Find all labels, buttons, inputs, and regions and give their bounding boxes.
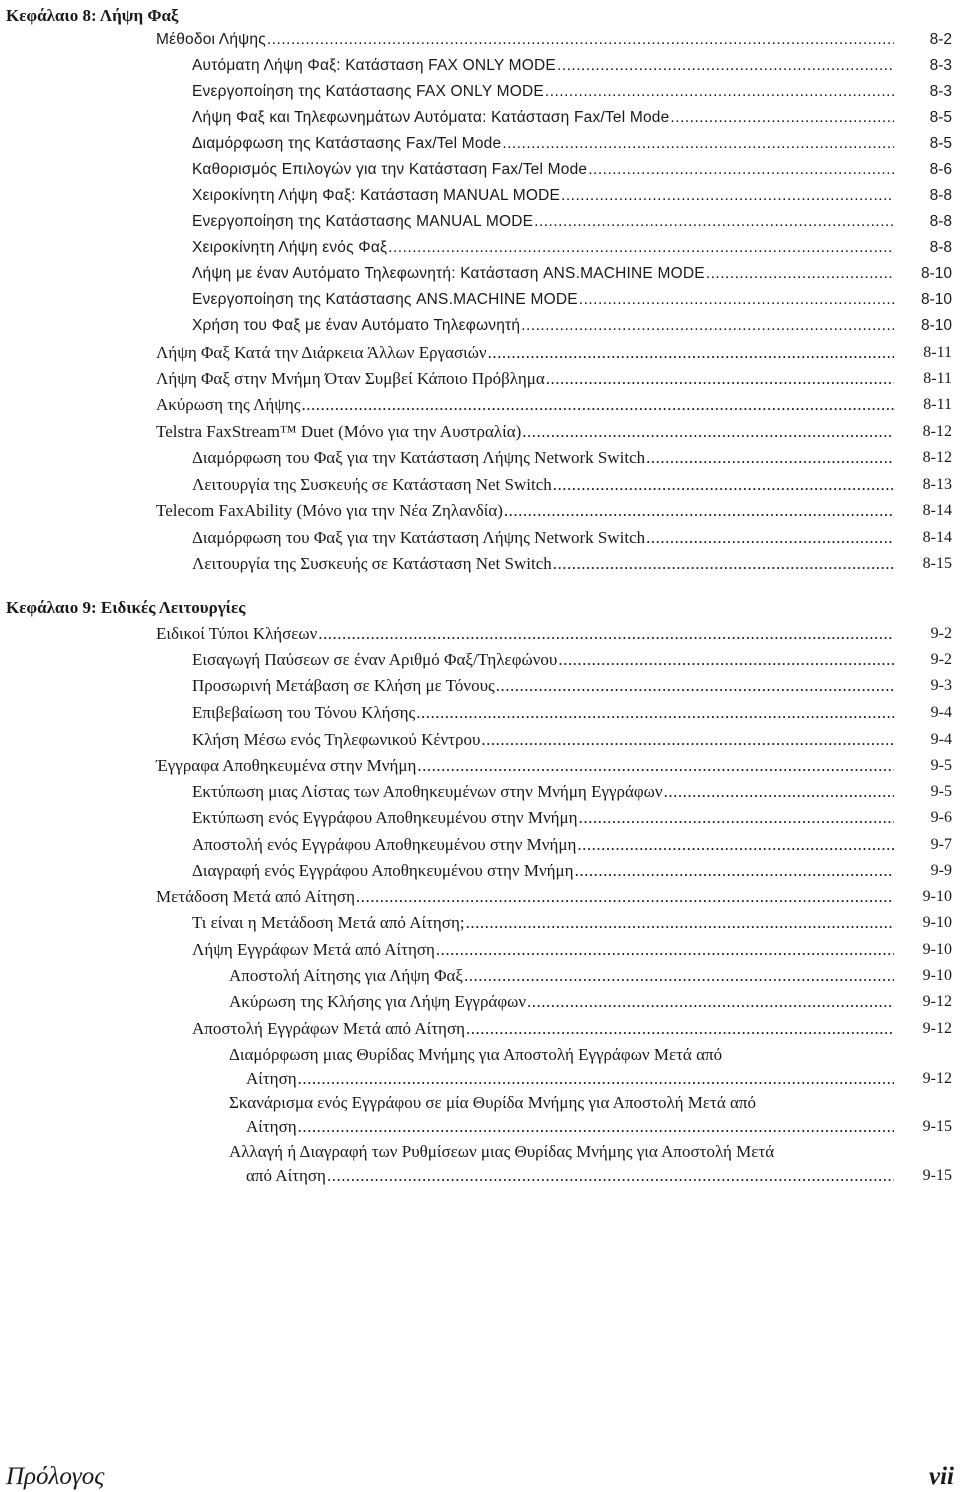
dot-leader <box>417 753 894 779</box>
toc-entry-title: Ενεργοποίηση της Κατάστασης FAX ONLY MODE <box>192 83 544 100</box>
toc-entry-title: Επιβεβαίωση του Τόνου Κλήσης <box>192 703 416 722</box>
toc-entry-title: Διαμόρφωση του Φαξ για την Κατάσταση Λήψης Network Switch <box>192 448 646 467</box>
chapter-8-entry <box>192 183 894 209</box>
toc-page-number: 8-10 <box>920 317 952 334</box>
toc-entry-title: Μετάδοση Μετά από Αίτηση <box>156 887 355 906</box>
dot-leader <box>646 525 894 551</box>
dot-leader <box>577 832 894 858</box>
chapter-9-entry <box>246 1066 894 1092</box>
chapter-9-entry <box>156 621 894 647</box>
toc-page-number: 9-10 <box>922 888 952 905</box>
toc-entry-title: Λήψη Φαξ και Τηλεφωνημάτων Αυτόματα: Κατάσταση Fax/Tel Mode <box>192 109 670 126</box>
dot-leader <box>553 551 894 577</box>
chapter-8-entry <box>156 419 894 445</box>
chapter-9-entry <box>192 1016 894 1042</box>
toc-entry-title: Αποστολή Αίτησης για Λήψη Φαξ <box>229 966 463 985</box>
dot-leader <box>579 805 894 831</box>
toc-entry-title: Λειτουργία της Συσκευής σε Κατάσταση Net Switch <box>192 554 552 573</box>
dot-leader <box>301 392 894 418</box>
toc-page-number: 9-10 <box>922 914 952 931</box>
toc-page-number: 9-4 <box>930 731 952 748</box>
toc-page-number: 9-12 <box>922 1070 952 1087</box>
dot-leader <box>546 366 894 392</box>
toc-page-number: 8-11 <box>923 396 952 413</box>
chapter-8-entry <box>192 209 894 235</box>
toc-entry-title: Χειροκίνητη Λήψη ενός Φαξ <box>192 239 388 256</box>
dot-leader <box>388 235 894 261</box>
toc-page-number: 8-10 <box>920 291 952 308</box>
dot-leader <box>504 498 894 524</box>
chapter-9-entry <box>192 727 894 753</box>
toc-entry-title-continued: Αίτηση <box>246 1117 297 1136</box>
toc-entry-title: Ακύρωση της Λήψης <box>156 395 301 414</box>
toc-page-number: 9-10 <box>922 967 952 984</box>
dot-leader <box>436 937 894 963</box>
toc-entry-title: Ενεργοποίηση της Κατάστασης ANS.MACHINE MODE <box>192 291 578 308</box>
toc-page-number: 8-14 <box>922 529 952 546</box>
dot-leader <box>561 183 894 209</box>
chapter-9-entry <box>192 647 894 673</box>
dot-leader <box>466 910 894 936</box>
toc-entry-title: Έγγραφα Αποθηκευμένα στην Μνήμη <box>156 756 417 775</box>
dot-leader <box>553 472 894 498</box>
toc-entry-title-continued: από Αίτηση <box>246 1166 326 1185</box>
dot-leader <box>464 963 894 989</box>
dot-leader <box>557 53 894 79</box>
dot-leader <box>646 445 894 471</box>
toc-entry-title: Κλήση Μέσω ενός Τηλεφωνικού Κέντρου <box>192 730 481 749</box>
toc-page-number: 9-15 <box>922 1167 952 1184</box>
toc-page-number: 8-10 <box>920 265 952 282</box>
toc-entry-title: Εκτύπωση ενός Εγγράφου Αποθηκευμένου στην Μνήμη <box>192 808 578 827</box>
toc-entry-title: Προσωρινή Μετάβαση σε Κλήση με Τόνους <box>192 676 495 695</box>
toc-page-number: 9-4 <box>930 704 952 721</box>
footer-page-number: vii <box>929 1463 954 1490</box>
dot-leader <box>558 647 894 673</box>
toc-entry-title-continued: Αίτηση <box>246 1069 297 1088</box>
toc-entry-title: Telecom FaxAbility (Μόνο για την Νέα Ζηλανδία) <box>156 501 503 520</box>
toc-page-number: 9-6 <box>930 809 952 826</box>
chapter-8-entry <box>192 261 894 287</box>
toc-page-number: 9-12 <box>922 1020 952 1037</box>
toc-page-number: 8-2 <box>929 31 952 48</box>
toc-entry-title: Λήψη με έναν Αυτόματο Τηλεφωνητή: Κατάσταση ANS.MACHINE MODE <box>192 265 705 282</box>
toc-entry-title: Ενεργοποίηση της Κατάστασης MANUAL MODE <box>192 213 534 230</box>
chapter-9-entry <box>192 673 894 699</box>
toc-entry-title: Αυτόματη Λήψη Φαξ: Κατάσταση FAX ONLY MODE <box>192 57 556 74</box>
toc-entry-title: Διαμόρφωση της Κατάστασης Fax/Tel Mode <box>192 135 502 152</box>
chapter-8-entry <box>192 551 894 577</box>
chapter-9-entry <box>192 910 894 936</box>
dot-leader <box>527 989 894 1015</box>
chapter-9-entry <box>229 989 894 1015</box>
chapter-9-entry <box>192 937 894 963</box>
dot-leader <box>664 779 894 805</box>
chapter-9-entry <box>229 963 894 989</box>
toc-page-number: 8-11 <box>923 370 952 387</box>
chapter-8-entry <box>156 498 894 524</box>
toc-page-number: 8-3 <box>929 83 952 100</box>
chapter-9-entry <box>192 858 894 884</box>
dot-leader <box>579 287 894 313</box>
toc-page-number: 9-15 <box>922 1118 952 1135</box>
toc-page-number: 9-9 <box>930 862 952 879</box>
dot-leader <box>706 261 894 287</box>
chapter-8-entry <box>192 472 894 498</box>
chapter-9-heading: Κεφάλαιο 9: Ειδικές Λειτουργίες <box>6 598 246 617</box>
chapter-8-entry <box>192 287 894 313</box>
toc-page-number: 8-14 <box>922 502 952 519</box>
toc-entry-title: Λήψη Φαξ Κατά την Διάρκεια Άλλων Εργασιών <box>156 343 487 362</box>
chapter-8-entry <box>192 157 894 183</box>
chapter-8-entry <box>192 53 894 79</box>
toc-entry-title: Χρήση του Φαξ με έναν Αυτόματο Τηλεφωνητή <box>192 317 521 334</box>
toc-page-number: 8-15 <box>922 555 952 572</box>
toc-page-number: 8-3 <box>929 57 952 74</box>
toc-page-number: 9-12 <box>922 993 952 1010</box>
chapter-8-heading: Κεφάλαιο 8: Λήψη Φαξ <box>6 6 179 25</box>
dot-leader <box>545 79 894 105</box>
toc-page-number: 9-5 <box>930 757 952 774</box>
toc-page-number: 8-5 <box>929 135 952 152</box>
toc-page-number: 8-5 <box>929 109 952 126</box>
chapter-8-entry <box>192 445 894 471</box>
chapter-9-entry <box>192 805 894 831</box>
toc-page-number: 8-11 <box>923 344 952 361</box>
chapter-8-entry <box>156 27 894 53</box>
toc-page-number: 8-8 <box>929 187 952 204</box>
dot-leader <box>502 131 894 157</box>
dot-leader <box>488 340 894 366</box>
chapter-8-entry <box>192 79 894 105</box>
toc-page-number: 9-2 <box>930 625 952 642</box>
chapter-8-entry <box>192 131 894 157</box>
toc-entry-title: Τι είναι η Μετάδοση Μετά από Αίτηση; <box>192 913 465 932</box>
dot-leader <box>466 1016 894 1042</box>
dot-leader <box>522 419 894 445</box>
chapter-8-entry <box>156 392 894 418</box>
chapter-9-entry <box>156 884 894 910</box>
chapter-8-entry <box>192 105 894 131</box>
dot-leader <box>327 1163 894 1189</box>
chapter-9-entry <box>192 832 894 858</box>
toc-page-number: 8-12 <box>922 449 952 466</box>
chapter-8-entry <box>156 340 894 366</box>
toc-page-number: 9-10 <box>922 941 952 958</box>
dot-leader <box>416 700 894 726</box>
dot-leader <box>298 1114 894 1140</box>
toc-entry-title: Καθορισμός Επιλογών για την Κατάσταση Fax/Tel Mode <box>192 161 588 178</box>
chapter-9-entry <box>246 1163 894 1189</box>
toc-entry-title: Εκτύπωση μιας Λίστας των Αποθηκευμένων στην Μνήμη Εγγράφων <box>192 782 663 801</box>
chapter-9-entry <box>192 700 894 726</box>
dot-leader <box>481 727 894 753</box>
dot-leader <box>534 209 894 235</box>
toc-entry-title: Telstra FaxStream™ Duet (Μόνο για την Αυστραλία) <box>156 422 522 441</box>
toc-page-number: 9-7 <box>930 836 952 853</box>
dot-leader <box>588 157 894 183</box>
chapter-8-entry <box>192 313 894 339</box>
toc-entry-title: Σκανάρισμα ενός Εγγράφου σε μία Θυρίδα Μνήμης για Αποστολή Μετά από <box>229 1093 757 1112</box>
chapter-9-entry <box>156 753 894 779</box>
toc-entry-title: Αλλαγή ή Διαγραφή των Ρυθμίσεων μιας Θυρίδας Μνήμης για Αποστολή Μετά <box>229 1142 775 1161</box>
toc-page-number: 8-13 <box>922 476 952 493</box>
chapter-8-entry <box>156 366 894 392</box>
footer-section-title: Πρόλογος <box>6 1463 105 1490</box>
toc-entry-title: Αποστολή ενός Εγγράφου Αποθηκευμένου στην Μνήμη <box>192 835 577 854</box>
dot-leader <box>521 313 894 339</box>
chapter-8-entry <box>192 235 894 261</box>
toc-entry-title: Διαγραφή ενός Εγγράφου Αποθηκευμένου στην Μνήμη <box>192 861 574 880</box>
chapter-9-entry <box>192 779 894 805</box>
toc-entry-title: Ειδικοί Τύποι Κλήσεων <box>156 624 318 643</box>
toc-entry-title: Λήψη Φαξ στην Μνήμη Όταν Συμβεί Κάποιο Πρόβλημα <box>156 369 545 388</box>
toc-page-number: 9-2 <box>930 651 952 668</box>
toc-page-number: 8-8 <box>929 239 952 256</box>
toc-page-number: 9-3 <box>930 677 952 694</box>
dot-leader <box>267 27 894 53</box>
toc-entry-title: Μέθοδοι Λήψης <box>156 31 266 48</box>
toc-entry-title: Αποστολή Εγγράφων Μετά από Αίτηση <box>192 1019 465 1038</box>
toc-entry-title: Διαμόρφωση του Φαξ για την Κατάσταση Λήψης Network Switch <box>192 528 646 547</box>
dot-leader <box>298 1066 894 1092</box>
toc-page-number: 9-5 <box>930 783 952 800</box>
dot-leader <box>670 105 894 131</box>
toc-entry-title: Χειροκίνητη Λήψη Φαξ: Κατάσταση MANUAL MODE <box>192 187 561 204</box>
toc-page-number: 8-6 <box>929 161 952 178</box>
toc-entry-title: Λήψη Εγγράφων Μετά από Αίτηση <box>192 940 435 959</box>
toc-entry-title: Εισαγωγή Παύσεων σε έναν Αριθμό Φαξ/Τηλεφώνου <box>192 650 558 669</box>
toc-page-number: 8-12 <box>922 423 952 440</box>
toc-page-number: 8-8 <box>929 213 952 230</box>
chapter-8-entry <box>192 525 894 551</box>
dot-leader <box>356 884 894 910</box>
toc-entry-title: Λειτουργία της Συσκευής σε Κατάσταση Net Switch <box>192 475 552 494</box>
dot-leader <box>318 621 894 647</box>
toc-entry-title: Διαμόρφωση μιας Θυρίδας Μνήμης για Αποστολή Εγγράφων Μετά από <box>229 1045 723 1064</box>
dot-leader <box>575 858 894 884</box>
chapter-9-entry <box>246 1114 894 1140</box>
toc-entry-title: Ακύρωση της Κλήσης για Λήψη Εγγράφων <box>229 992 527 1011</box>
dot-leader <box>496 673 894 699</box>
